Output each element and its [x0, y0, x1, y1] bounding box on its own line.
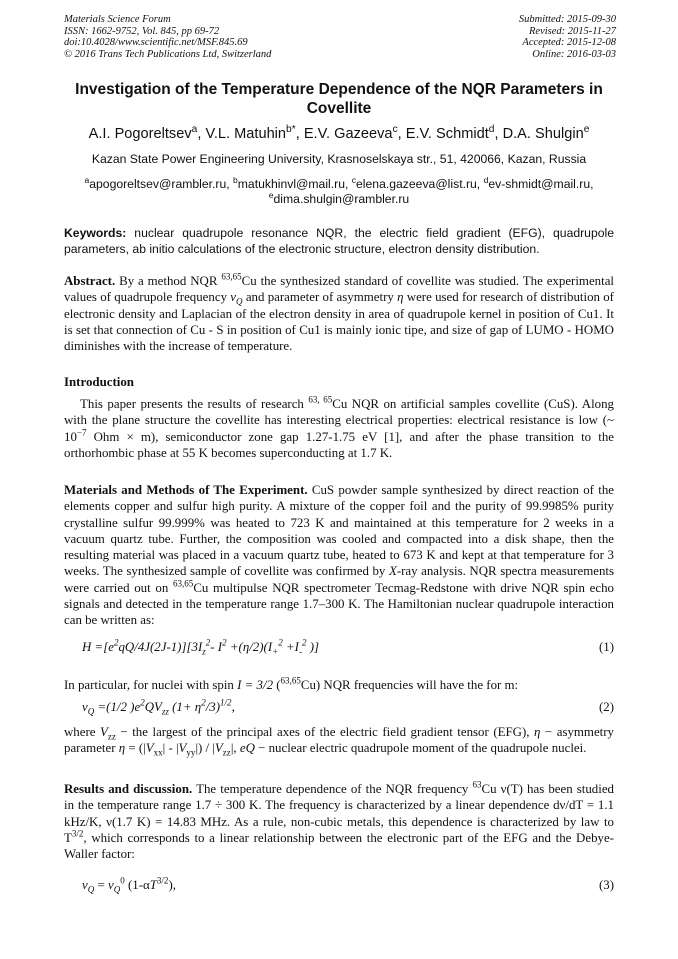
- journal-header: [64, 14, 271, 60]
- equation-1: [64, 637, 614, 657]
- abstract: Abstract. By a method NQR $^{63,65}$Cu the synthesized standard of covellite was studied. The experimental values of quadrupole frequency $\nu_Q$ and parameter of asymmetry η were used for research of distribution of electronic density and Laplacian of the electron density in area of quadrupole kernel in position of Cu1. It is set that connection of Cu - S in position of Cu1 is mainly ionic tipe, and size of gap of LUMO - HOMO diminishes with the increase of temperature.: [64, 271, 614, 354]
- email-link[interactable]: ev-shmidt@mail.ru,: [488, 177, 594, 191]
- equation-number: (1): [598, 640, 614, 654]
- equation-number: (3): [598, 878, 614, 892]
- author-affil-mark: e: [583, 124, 590, 136]
- paper-title: Investigation of the Temperature Dependence of the NQR Parameters in Covellite: [75, 81, 603, 117]
- methods-label: Materials and Methods of The Experiment.: [64, 483, 308, 497]
- author-emails: $^a$apogoreltsev@rambler.ru, $^b$matukhinvl@mail.ru, $^c$elena.gazeeva@list.ru, $^d$ev-shmidt@mail.ru, $^e$dima.shulgin@rambler.ru: [84, 174, 594, 206]
- email-link[interactable]: elena.gazeeva@list.ru,: [356, 177, 481, 191]
- author-list: A.I. Pogoreltsev$^a$, V.L. Matuhin$^{b*}$, E.V. Gazeeva$^c$, E.V. Schmidt$^d$, D.A. Shulgin$^e$: [88, 124, 590, 142]
- journal-name: Materials Science Forum: [64, 14, 171, 25]
- equation-formula: $H =[e^2qQ/4J(2J-1)][3I_z^2-$ $I^2 +(\eta/2)(I_+^2 +I_-^2$ )]: [82, 637, 320, 657]
- equation-number: (2): [598, 700, 614, 714]
- author-name: E.V. Gazeeva: [303, 126, 393, 142]
- author-name: D.A. Shulgin: [502, 126, 584, 142]
- date-submitted: Submitted: 2015-09-30: [518, 14, 616, 25]
- journal-copyright: © 2016 Trans Tech Publications Ltd, Switzerland: [64, 48, 272, 60]
- email-link[interactable]: apogoreltsev@rambler.ru,: [89, 177, 230, 191]
- where-paragraph: where $V_{zz}$ − the largest of the principal axes of the electric field gradient tensor (EFG), η − asymmetry parameter $\eta = (|V_{xx}| - |V_{yy}|) / |V_{zz}|$, eQ − nuclear electric quadrupole moment of the quadrupole nuclei.: [64, 725, 614, 758]
- methods-paragraph: Materials and Methods of The Experiment. CuS powder sample synthesized by direct reaction of the elements copper and sulfur high purity. A mixture of the copper foil and the purity of 99.9985% purity crystalline sulfur 99.999% was heated to 723 K and maintained at this temperature for 2 weeks in a vacuum quartz tube. Further, the composition was cooled and compacted into a disk shape, then the resulting material was placed in a vacuum quartz tube, heated to 673 K and kept at that temperature for 3 weeks. The synthesized sample of covellite was confirmed by X-ray analysis. NQR spectra measurements were carried out on $^{63,65}$Cu multipulse NQR spectrometer Tecmag-Redstone with drive NQR spin echo signals and detected in the temperature range 1.7–300 K. The Hamiltonian nuclear quadrupole interaction can be written as:: [64, 483, 614, 628]
- author-name: V.L. Matuhin: [205, 126, 287, 142]
- author-name: E.V. Schmidt: [405, 126, 489, 142]
- spin-sentence: In particular, for nuclei with spin I = 3/2 ($^{63,65}$Cu) NQR frequencies will have the for m:: [64, 675, 519, 692]
- equation-formula: $\nu_Q =(1/2$ )$e^2QV_{zz}$ $(1+ \eta^2/3)^{1/2}$,: [82, 697, 235, 717]
- keywords-text: nuclear quadrupole resonance NQR, the electric field gradient (EFG), quadrupole parameters, ab initio calculations of the electronic structure, electron density distribution.: [64, 226, 614, 256]
- equation-3: [64, 875, 614, 895]
- email-link[interactable]: dima.shulgin@rambler.ru: [273, 192, 410, 206]
- date-revised: Revised: 2015-11-27: [529, 25, 616, 37]
- affiliation: Kazan State Power Engineering University, Krasnoselskaya str., 51, 420066, Kazan, Russia: [91, 152, 587, 166]
- date-online: Online: 2016-03-03: [532, 48, 616, 60]
- author-name: A.I. Pogoreltsev: [88, 126, 192, 142]
- author-affil-mark: d: [488, 124, 495, 136]
- keywords-label: Keywords:: [64, 226, 127, 240]
- journal-issn: ISSN: 1662-9752, Vol. 845, pp 69-72: [64, 25, 220, 37]
- author-affil-mark: c: [392, 124, 398, 136]
- equation-2: [64, 697, 614, 717]
- author-affil-mark: a: [191, 124, 198, 136]
- keywords: [64, 225, 614, 257]
- section-heading-introduction: Introduction: [64, 375, 134, 389]
- dates-header: [519, 14, 616, 60]
- email-link[interactable]: matukhinvl@mail.ru,: [237, 177, 349, 191]
- results-paragraph: Results and discussion. The temperature dependence of the NQR frequency $^{63}$Cu ν(T) has been studied in the temperature range 1.7 ÷ 300 K. The frequency is characterized by a linear dependence dν/dT = 1.1 kHz/K, ν(1.7 K) = 14.83 MHz. As a rule, non-cubic metals, this dependence is characterized by law to $T^{3/2}$, which corresponds to a linear relationship between the electronic part of the EFG and the Debye-Waller factor:: [64, 779, 614, 862]
- results-label: Results and discussion.: [64, 782, 193, 796]
- author-affil-mark: b*: [286, 124, 296, 136]
- introduction-paragraph: This paper presents the results of research $^{63, 65}$Cu NQR on artificial samples covellite (CuS). Along with the plane structure the covellite has interesting electrical properties: electrical resistance is low (~ $10^{-7}$ Ohm × m), semiconductor zone gap 1.27-1.75 eV [1], and after the phase transition to the orthorhombic phase at 55 K becomes superconducting at 1.7 K.: [64, 394, 614, 460]
- journal-doi: doi:10.4028/www.scientific.net/MSF.845.69: [64, 37, 248, 49]
- equation-formula: $\nu_Q = \nu_Q^0$ $(1-\alpha T^{3/2})$,: [82, 875, 176, 895]
- abstract-label: Abstract.: [64, 274, 116, 288]
- date-accepted: Accepted: 2015-12-08: [522, 37, 616, 49]
